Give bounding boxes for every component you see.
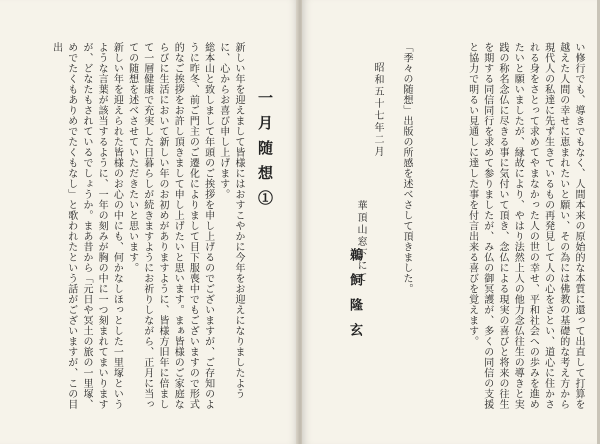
- section-heading: 一月随想①: [256, 90, 274, 215]
- closing-text: 「季々の随想」出版の所感を述べさして頂きました。: [401, 42, 412, 294]
- location-line: 華頂山窓下にて: [355, 200, 366, 284]
- left-body-text: 新しい年を迎えまして皆様にはおすこやかに今年をお迎えになりましたように、心からお喜び申し上げます。 総本山と致しまして年頭のご挨拶を申し上げるのでございますが、ご存知のように昨冬、前ご門主のご遷化によりまして目下服喪中でもございますので形式的なご挨拶をお許し頂きまして申し上げたいと思います。まぁ皆様のご家庭ならびに生活において新しい年のお初めがありますように、皆様方旧年に倍まして一層健康で充実した日暮らしが続きますようにお祈りしながら、正月に当っての随想を述べさせていただきたいと思います。 新しい年を迎えられた皆様のお心の中にも、何かなしほっとした一里塚というような言葉が該当するように、一年の刻みが胸の中に一つ刻まれてまいりますが、どなたもされているでしょうか。まあ昔から「元日や冥土の旅の一里塚、めでたくもありめでたくもなし」と歌われたという話がございますが、この目出: [50, 42, 244, 410]
- right-body-text: い修行でも、導きでもなく、人間本来の原始的な本質に還って出直して打算を越えた人間の幸せに恵まれたいと願い、その為には佛教の基礎的な考え方から現代人の私達に先ず生きているもの再発見して人の心をさとい、道心に住かされる身をさとって求めてやまなかった人の世の幸せ、平和社会への歩みを進めたいと願いましたが、縁故により、やはり法然上人の他力念仏往生の導きと実践の称名念仏に尽きる事に気付いて頂き、念仏による現実の喜びと将来の往生を期する同信同行を求めて参りましたが、み仏の御冥護が、多くの同信の支援と協力で明るい見通しに達した事を付言出来る喜びを覚えます。: [466, 42, 584, 410]
- left-page: [0, 0, 298, 444]
- right-page: [302, 0, 600, 444]
- date-line: 昭和五十七年二月: [372, 62, 383, 158]
- author-name: 鵜飼隆玄: [347, 248, 362, 348]
